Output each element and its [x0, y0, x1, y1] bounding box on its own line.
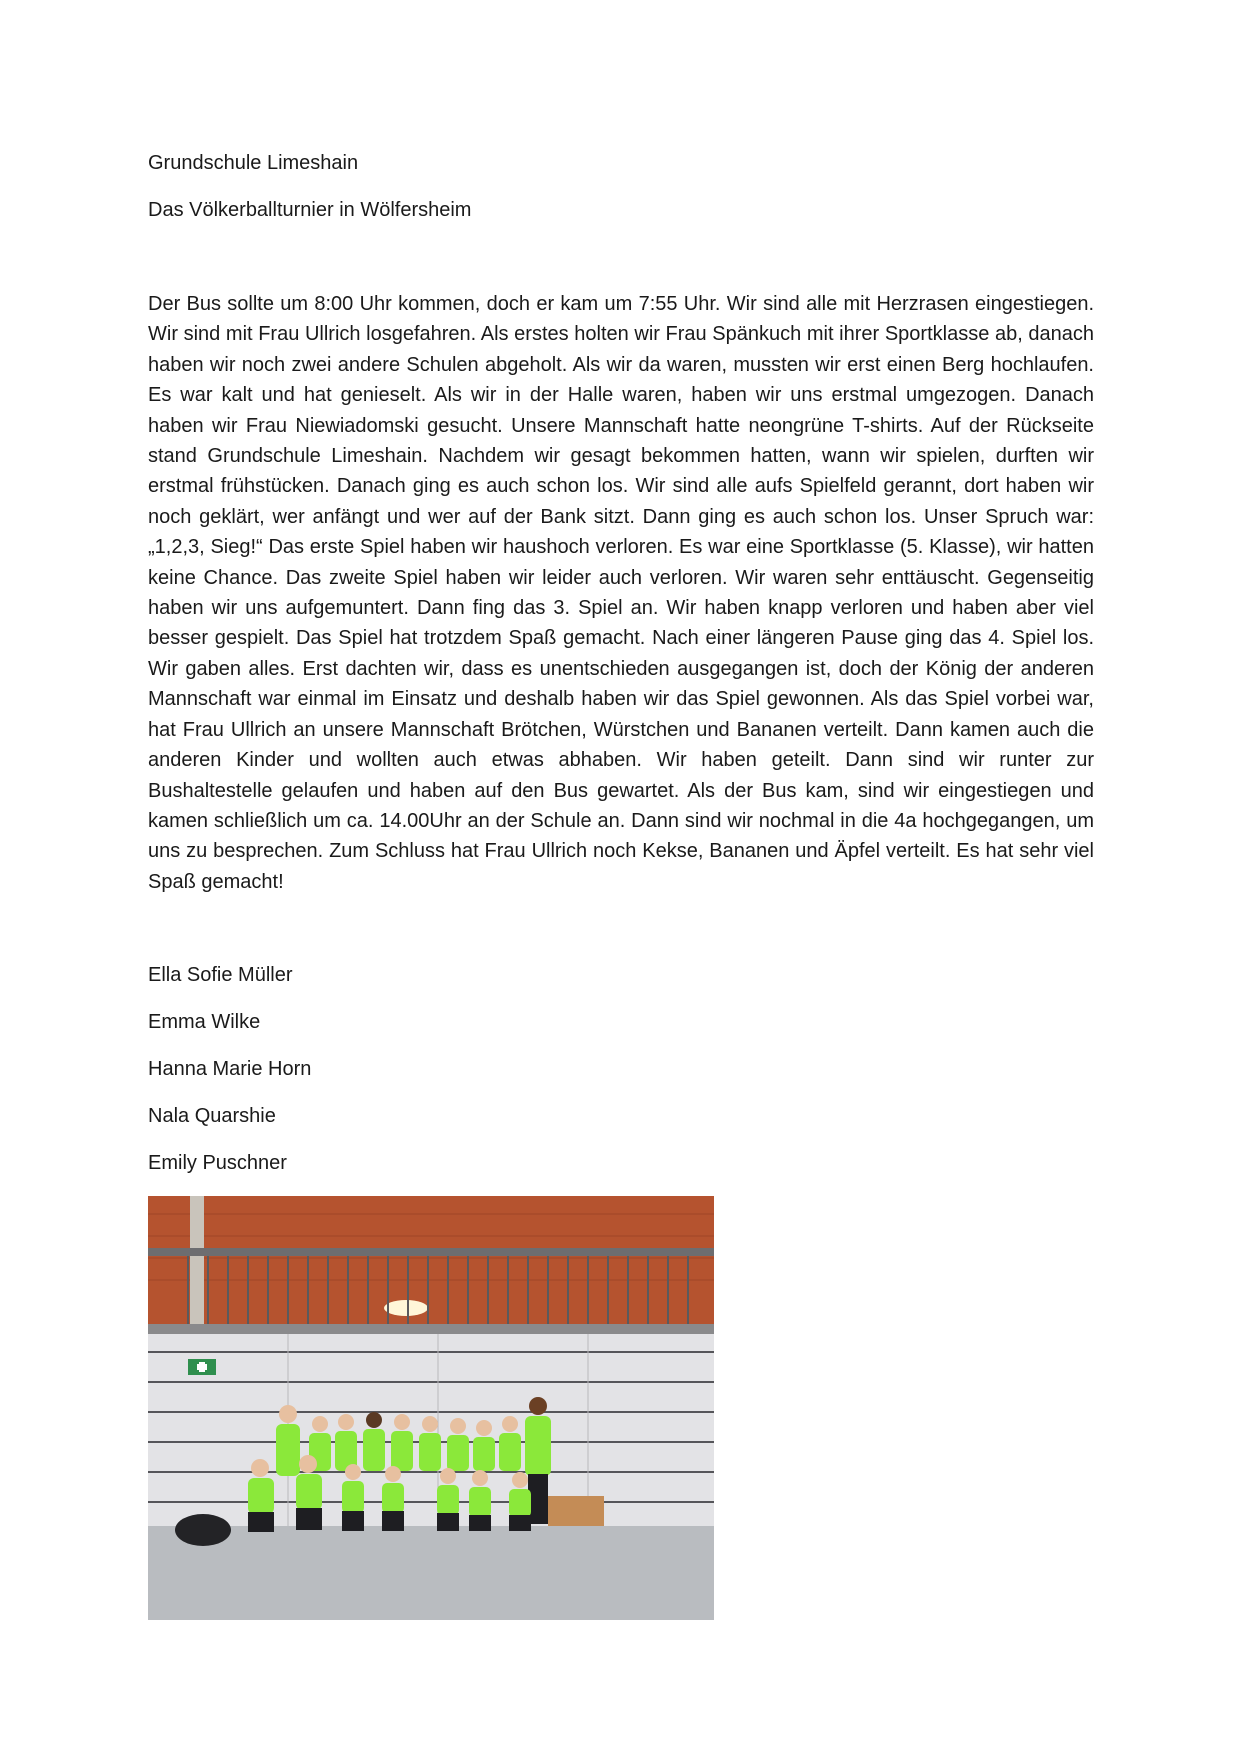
report-title: Das Völkerballturnier in Wölfersheim — [148, 199, 472, 221]
ceiling-lamp — [384, 1300, 428, 1316]
author-name: Emily Puschner — [148, 1152, 287, 1174]
report-body: Der Bus sollte um 8:00 Uhr kommen, doch er kam um 7:55 Uhr. Wir sind alle mit Herzrasen eingestiegen. Wir sind mit Frau Ullrich losgefahren. Als erstes holten wir Frau Spänkuch mit ihrer Sportklasse ab, danach haben wir noch zwei andere Schulen abgeholt. Als wir da waren, mussten wir erst einen Berg hochlaufen. Es war kalt und hat genieselt. Als wir in der Halle waren, haben wir uns erstmal umgezogen. Danach haben wir Frau Niewiadomski gesucht. Unsere Mannschaft hatte neongrüne T-shirts. Auf der Rückseite stand Grundschule Limeshain. Nachdem wir gesagt bekommen hatten, wann wir spielen, durften wir erstmal frühstücken. Danach ging es auch schon los. Wir sind alle aufs Spielfeld gerannt, dort haben wir noch geklärt, wer anfängt und wer auf der Bank sitzt. Dann ging es auch schon los. Unser Spruch war: „1,2,3, Sieg!“ Das erste Spiel haben wir haushoch verloren. Es war eine Sportklasse (5. Klasse), wir hatten keine Chance. Das zweite Spiel haben wir leider auch verloren. Wir waren sehr enttäuscht. Gegenseitig haben wir uns aufgemuntert. Dann fing das 3. Spiel an. Wir haben knapp verloren und haben aber viel besser gespielt. Das Spiel hat trotzdem Spaß gemacht. Nach einer längeren Pause ging das 4. Spiel los. Wir gaben alles. Erst dachten wir, dass es unentschieden ausgegangen ist, doch der König der anderen Mannschaft war einmal im Einsatz und deshalb haben wir das Spiel gewonnen. Als das Spiel vorbei war, hat Frau Ullrich an unsere Mannschaft Brötchen, Würstchen und Bananen verteilt. Dann kamen auch die anderen Kinder und wollten auch etwas abhaben. Wir haben geteilt. Dann sind wir runter zur Bushaltestelle gelaufen und haben auf den Bus gewartet. Als der Bus kam, sind wir eingestiegen und kamen schließlich um ca. 14.00Uhr an der Schule an. Dann sind wir nochmal in die 4a hochgegangen, um uns zu besprechen. Zum Schluss hat Frau Ullrich noch Kekse, Bananen und Äpfel verteilt. Es hat sehr viel Spaß gemacht! — [148, 293, 1094, 893]
bench — [548, 1496, 604, 1530]
school-name: Grundschule Limeshain — [148, 152, 359, 174]
author-name: Ella Sofie Müller — [148, 964, 293, 986]
author-list — [148, 962, 311, 1197]
author-name: Hanna Marie Horn — [148, 1058, 312, 1080]
photo-wall — [148, 1196, 714, 1326]
team-photo — [148, 1196, 714, 1620]
author-name: Emma Wilke — [148, 1011, 261, 1033]
photo-floor — [148, 1526, 714, 1620]
author-name: Nala Quarshie — [148, 1105, 276, 1127]
gallery-railing — [148, 1248, 714, 1256]
